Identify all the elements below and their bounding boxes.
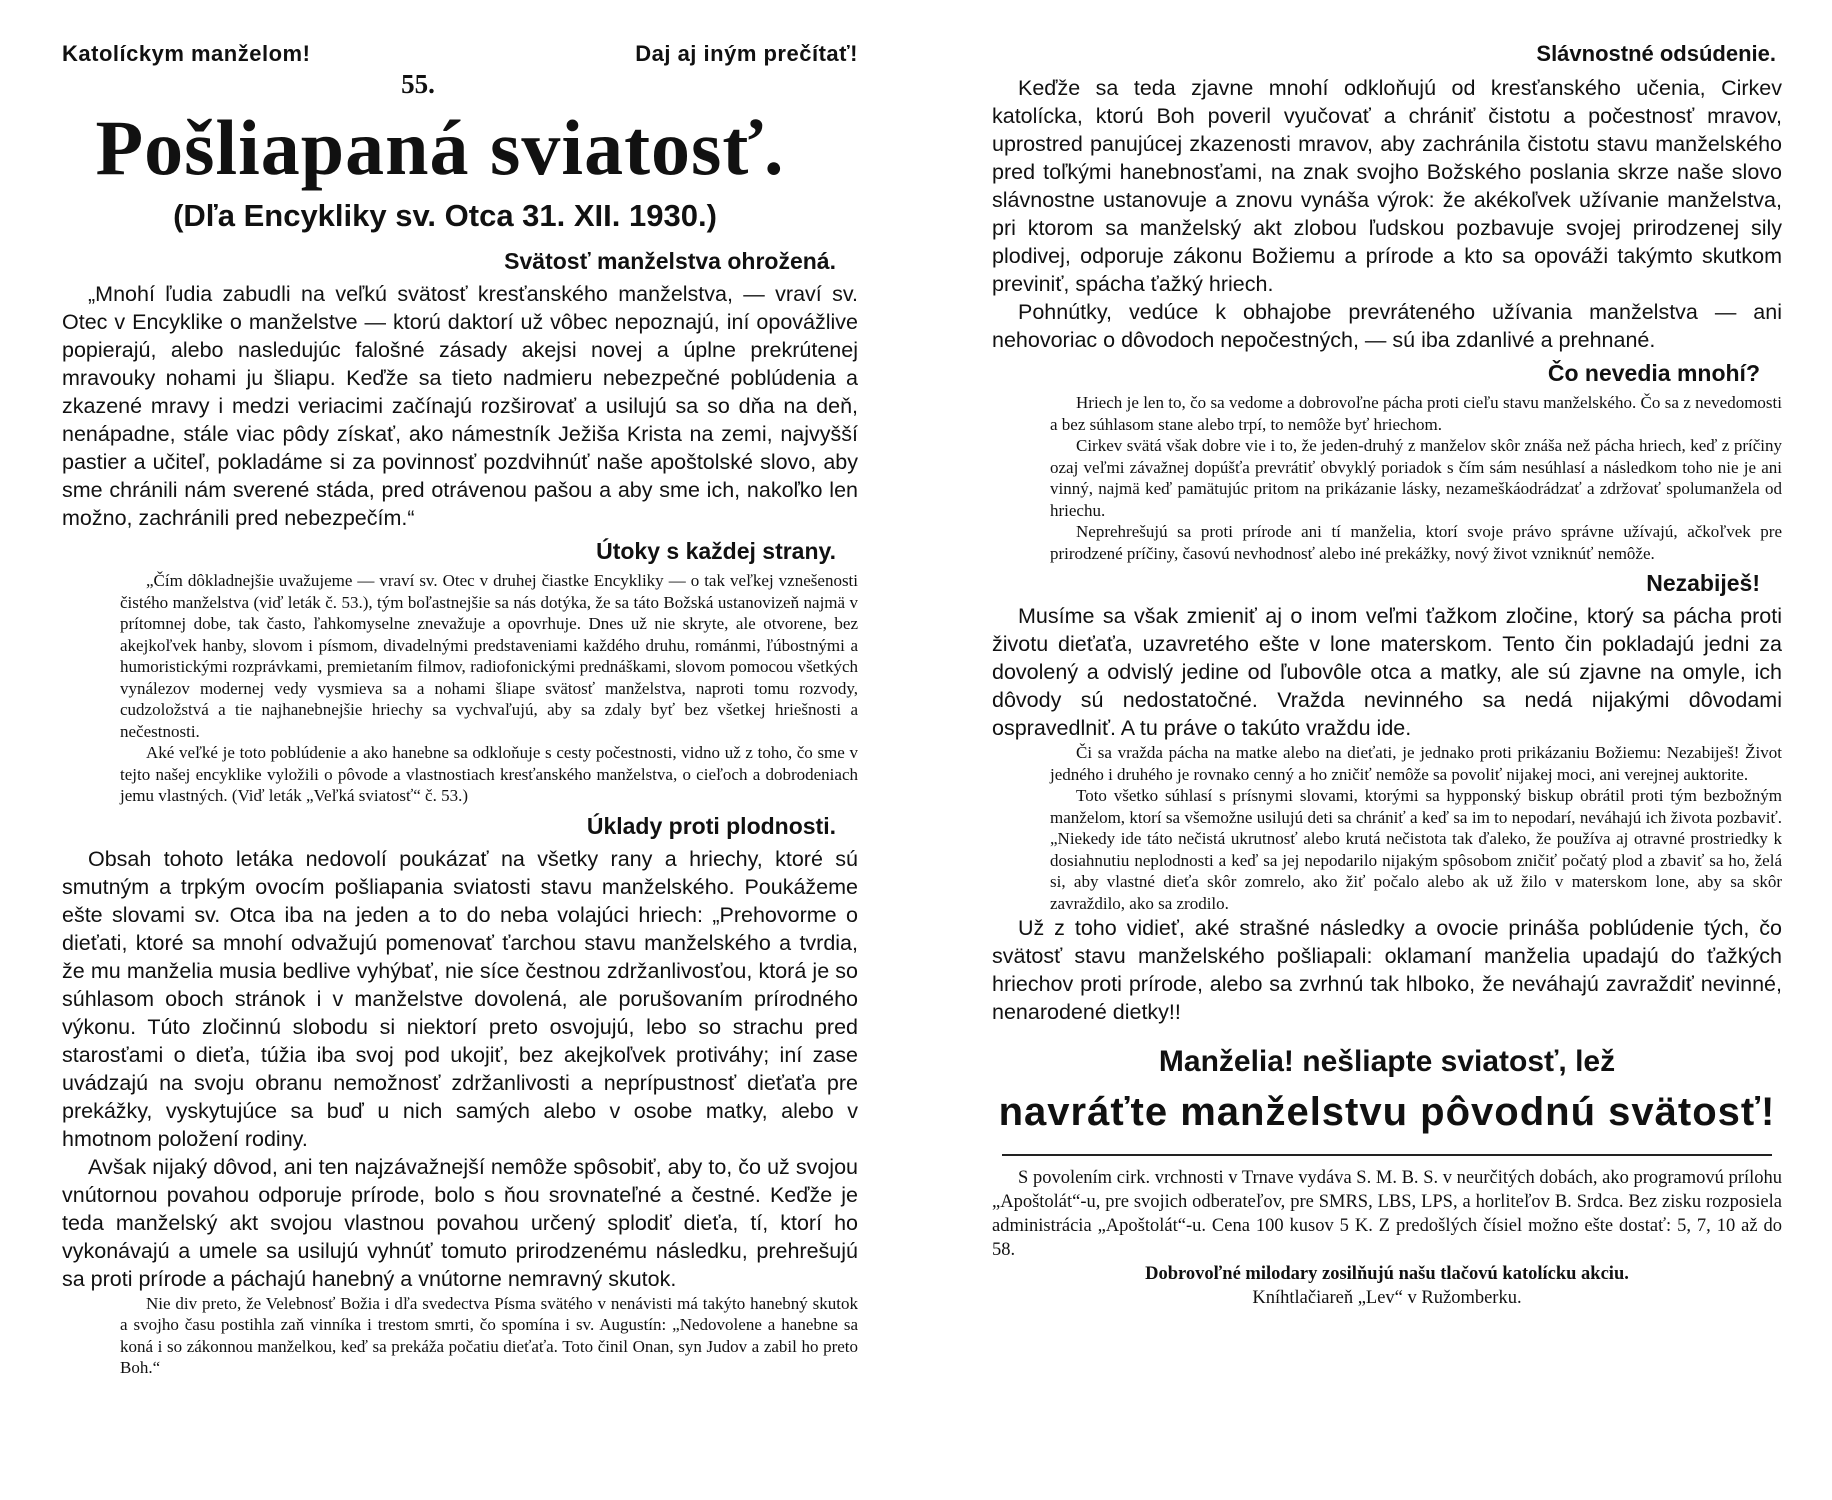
paragraph: Neprehrešujú sa proti prírode ani tí manželia, ktorí svoje právo správne užívajú, ačkoľvek pre prirodzené príčiny, časovú nevhodnosť alebo iné prekážky, nový život vzniknúť nemôže. [1050, 522, 1782, 563]
slogan-line-1: Manželia! nešliapte sviatosť, lež [1158, 1045, 1616, 1078]
header-left-text: Katolíckym manželom! [62, 41, 311, 66]
footer-donations: Dobrovoľné milodary zosilňujú našu tlačovú katolícku akciu. [1145, 1264, 1629, 1284]
section-heading: Svätosť manželstva ohrožená. [504, 248, 836, 274]
paragraph: Keďže sa teda zjavne mnohí odkloňujú od kresťanského učenia, Cirkev katolícka, ktorú Boh poveril vyučovať a chrániť čistotu a počestnosť mravov, uprostred panujúcej zkazenosti mravov, aby zachránila čistotu stavu manželského pred toľkými hanebnosťami, na znak svojho Božského poslania skrze naše slovo slávnostne ustanovuje a znovu vynáša výrok: že akékoľvek užívanie manželstva, pri ktorom sa manželský akt zlobou ľudskou pozbavuje svojej prirodzenej sily plodivej, odporuje zákonu Božiemu a prírode a kto sa opováži takýmto skutkom previniť, spácha ťažký hriech. [992, 76, 1782, 296]
paragraph: „Čím dôkladnejšie uvažujeme — vraví sv. Otec v druhej čiastke Encykliky — o tak veľkej vznešenosti čistého manželstva (viď leták č. 53.), tým boľastnejšie sa nás dotýka, že sa táto Božská ustanovizeň najmä v prítomnej dobe, tak často, ľahkomyselne znevažuje a opovrhuje. Dnes už nie skryte, ale otvorene, bez akejkoľvek hanby, slovom i písmom, divadelnými predstaveniami každého druhu, románmi, ľúbostnými a humoristickými rozprávkami, premietaním filmov, radiofonickými prednáškami, slovom pomocou všetkých vynálezov modernej vedy vysmieva sa a nohami šliape svätosť manželstva, naproti tomu rozvody, cudzoložstvá a tie najhanebnejšie hriechy sa vychvaľujú, aby sa zdaly byť bez všetkej hriešnosti a nečestnosti. [120, 571, 858, 741]
section-heading: Nezabiješ! [1646, 570, 1760, 596]
leaflet-number: 55. [401, 69, 435, 99]
footer-printer: Kníhtlačiareň „Lev“ v Ružomberku. [1252, 1288, 1522, 1308]
footer [992, 1166, 1782, 1310]
header-right-text: Daj aj iným prečítať! [635, 41, 858, 66]
paragraph: Nie div preto, že Velebnosť Božia i dľa svedectva Písma svätého v nenávisti má takýto hanebný skutok a svojho času postihla zaň vinníka i trestom smrti, čo spomína i sv. Augustín: „Nedovolene a hanebne sa koná i so zákonnou manželkou, keď sa prekáža počatiu dieťaťa. Toto činil Onan, syn Judov a zabil ho preto Boh.“ [120, 1293, 858, 1377]
page-title: Pošliapaná sviatosť. [95, 104, 785, 191]
paragraph: Toto všetko súhlasí s prísnymi slovami, ktorými sa hypponský biskup obrátil proti tým bezbožným manželom, ktorí sa všemožne usilujú deti sa chrániť a keď sa im to nepodarí, neváhajú ich života pozbaviť. „Niekedy ide táto nečistá ukrutnosť alebo krutá nečistota tak ďaleko, že používa aj otravné prostriedky k dosiahnutiu neplodnosti a keď sa jej nepodarilo nijakým spôsobom zničiť počatý plod a zbaviť sa ho, želá si, aby vlastné dieťa skôr zomrelo, ako žiť počalo alebo ak už žilo v materskom lone, aby sa skôr zavraždilo, ako sa zrodilo. [1050, 786, 1782, 913]
section-heading: Útoky s každej strany. [596, 538, 836, 564]
right-header: Slávnostné odsúdenie. [1536, 41, 1776, 66]
paragraph: Aké veľké je toto poblúdenie a ako hanebne sa odkloňuje s cesty počestnosti, vidno už z toho, čo sme v tejto našej encyklike vyložili o pôvode a vlastnostiach kresťanského manželstva, o cieľoch a dobrodeniach jemu vlastných. (Viď leták „Veľká sviatosť“ č. 53.) [120, 743, 858, 805]
divider [1002, 1154, 1772, 1156]
slogan-line-2: navráťte manželstvu pôvodnú svätosť! [998, 1090, 1776, 1134]
paragraph: „Mnohí ľudia zabudli na veľkú svätosť kresťanského manželstva, — vraví sv. Otec v Encyklike o manželstve — ktorú daktorí už vôbec nepoznajú, iní opovážlive popierajú, alebo nasledujúc falošné zásady akejsi novej a úplne prekrútenej mravouky nohami ju šliapu. Keďže sa tieto nadmieru nebezpečné poblúdenia a zkazené mravy i medzi veriacimi začínajú rozširovať a usilujú sa so dňa na deň, nenápadne, stále viac pôdy získať, ako námestník Ježiša Krista na zemi, najvyšší pastier a učiteľ, pokladáme si za povinnosť pozdvihnúť naše apoštolské slovo, aby sme chránili nám sverené stáda, pred otrávenou pašou a aby sme ich, nakoľko len možno, zachránili pred nebezpečím.“ [62, 282, 858, 530]
paragraph: Musíme sa však zmieniť aj o inom veľmi ťažkom zločine, ktorý sa pácha proti životu dieťaťa, uzavretého ešte v lone materskom. Tento čin pokladajú jedni za dovolený a odvislý jedine od ľubovôle otca a matky, ale sú zjavne na omyle, ich dôvody sú nedostatočné. Vražda nevinného sa nedá nijakými dôvodami ospravedlniť. A tu práve o takúto vraždu ide. [992, 604, 1782, 740]
section-heading: Čo nevedia mnohí? [1547, 360, 1760, 386]
right-page [992, 40, 1782, 1310]
paragraph: Či sa vražda pácha na matke alebo na dieťati, je jednako proti prikázaniu Božiemu: Nezabiješ! Život jedného i druhého je rovnako cenný a ho zničiť nemôže sa povoliť nijakej moci, ani verejnej auktorite. [1050, 743, 1782, 784]
section-heading: Úklady proti plodnosti. [586, 812, 836, 839]
paragraph: Už z toho vidieť, aké strašné následky a ovocie prináša poblúdenie tých, čo svätosť stavu manželského pošliapali: oklamaní manželia upadajú do ťažkých hriechov proti prírode, alebo sa zvrhnú tak hlboko, že neváhajú zavraždiť nevinné, nenarodené dietky!! [992, 916, 1782, 1024]
paragraph: Obsah tohoto letáka nedovolí poukázať na všetky rany a hriechy, ktoré sú smutným a trpkým ovocím pošliapania sviatosti stavu manželského. Poukážeme ešte slovami sv. Otca iba na jeden a to do neba volajúci hriech: „Prehovorme o dieťati, ktoré sa mnohí odvažujú pomenovať ťarchou stavu manželského a tvrdia, že mu manželia musia bedlive vyhýbať, nie síce čestnou zdržanlivosťou, ktorá je so súhlasom oboch stránok i v manželstve dovolená, ale porušovaním prírodného výkonu. Túto zločinnú slobodu si niektorí preto osvojujú, lebo so strachu pred starosťami o dieťa, túžia iba svoj pod ukojiť, bez akejkoľvek protiváhy; iní zase uvádzajú na svoju obranu nemožnosť zdržanlivosti a neprípustnosť dieťaťa pre prekážky, vyskytujúce sa buď u nich samých alebo v osobe matky, alebo v hmotnom položení rodiny. [62, 846, 858, 1151]
left-header [62, 40, 858, 68]
paragraph: Avšak nijaký dôvod, ani ten najzávažnejší nemôže spôsobiť, aby to, čo už svojou vnútornou povahou odporuje prírode, bolo s ňou srovnateľné a čestné. Keďže je teda manželský akt svojou vlastnou povahou určený splodiť dieťa, tí, ktorí ho vykonávajú a umele sa usilujú vyhnúť tomuto prirodzenému následku, prehrešujú sa proti prírode a páchajú hanebný a vnútorne nemravný skutok. [62, 1154, 858, 1291]
paragraph: Cirkev svätá však dobre vie i to, že jeden-druhý z manželov skôr znáša než pácha hriech, keď z príčiny ozaj veľmi závažnej dopúšťa prevrátiť obvyklý poriadok s čím sám nesúhlasí a následkom toho nie je ani vinný, najmä keď pamätujúc pritom na prikázanie lásky, nezameškáodrádzať a zdržovať spolumanžela od hriechu. [1050, 436, 1782, 520]
paragraph: Hriech je len to, čo sa vedome a dobrovoľne páchа proti cieľu stavu manželského. Čo sa z nevedomosti a bez súhlasom stane alebo trpí, to nemôže byť hriechom. [1050, 393, 1782, 434]
footer-publisher-note: S povolením cirk. vrchnosti v Trnave vydáva S. M. B. S. v neurčitých dobách, ako programovú prílohu „Apoštolát“-u, pre svojich odberateľov, pre SMRS, LBS, LPS, a horliteľov B. Srdca. Bez zisku rozposiela administrácia „Apoštolát“-u. Cena 100 kusov 5 K. Z predošlých čísiel možno ešte dostať: 5, 7, 10 až do 58. [992, 1168, 1782, 1260]
page-subtitle: (Dľa Encykliky sv. Otca 31. XII. 1930.) [173, 198, 717, 233]
paragraph: Pohnútky, vedúce k obhajobe prevráteného užívania manželstva — ani nehovoriac o dôvodoch nepočestných, — sú iba zdanlivé a prehnané. [992, 300, 1782, 352]
left-page [62, 40, 858, 1379]
